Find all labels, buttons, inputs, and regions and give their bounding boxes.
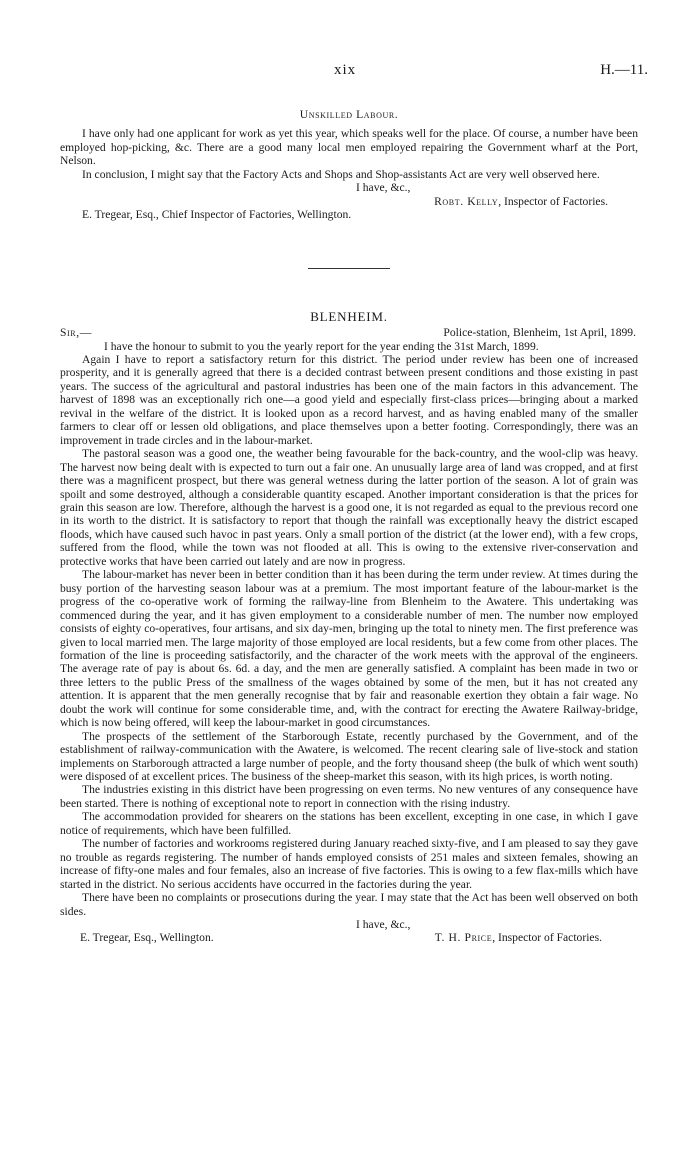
page-body [60,62,638,945]
nelson-closing: I have, &c., [356,181,411,195]
blenheim-paragraph-2: The pastoral season was a good one, the weather being favourable for the back-country, and the wool-clip was heavy. The harvest now being dealt with is expected to turn out a fair one. An unusually large area of land was cropped, and at first there was a magnificent prospect, but there was general wetness during the latter portion of the season. A lot of grain was spoilt and some destroyed, although a considerable quantity escaped. Another important consideration is that the prices for grain this season are low. Therefore, although the harvest is a good one, it is not regarded as equal to the previous record one in its worth to the district. It is satisfactory to report that though the rainfall was exceptionally heavy the district escaped floods, which have caused such havoc in past years. Only a small portion of the district (at the lower end), with a few crops, suffered from the flood, while the town was not flooded at all. This is owing to the extensive river-conservation and protective works that have been carried out lately and are now in progress. [60,447,638,568]
blenheim-paragraph-4: The prospects of the settlement of the Starborough Estate, recently purchased by the Government, and of the establishment of railway-communication with the Awatere, is welcomed. The recent clearing sale of live-stock and station implements on Starborough attracted a large number of people, and the forty thousand sheep (the bulk of which went south) were disposed of at excellent prices. The business of the sheep-market this season, with its high prices, is worth noting. [60,729,638,784]
nelson-paragraph-2: In conclusion, I might say that the Factory Acts and Shops and Shop-assistants Act are very well observed here. [82,167,600,181]
blenheim-closing-row [60,918,638,931]
nelson-closing-row [60,181,638,194]
blenheim-paragraph-7: The number of factories and workrooms registered during January reached sixty-five, and I am pleased to say they gave no trouble as regards registering. The number of hands employed consists of 251 males and sixteen females, showing an increase of fifty-one males and four females, also an increase of five factories. This is owing to a few flax-mills which have started in the district. No serious accidents have occurred in the factories during the year. [60,837,638,891]
blenheim-paragraph-6: The accommodation provided for shearers on the stations has been excellent, excepting in one case, in which I gave notice of requirements, which have been fulfilled. [60,810,638,837]
blenheim-paragraph-5: The industries existing in this district have been progressing on even terms. No new ventures of any consequence have been started. There is nothing of exceptional note to report in connection with the rising industry. [60,783,638,810]
blenheim-paragraph-8: There have been no complaints or prosecutions during the year. I may state that the Act has been well observed on both sides. [60,891,638,918]
section-divider [308,268,390,269]
blenheim-title: BLENHEIM. [310,308,388,324]
blenheim-intro: I have the honour to submit to you the yearly report for the year ending the 31st March, 1899. [104,339,539,353]
nelson-paragraph-1: I have only had one applicant for work as yet this year, which speaks well for the place. Of course, a number have been employed hop-picking, &c. There are a good many local men employed repairing the Government wharf at the Port, Nelson. [60,127,638,168]
blenheim-signature-title: , Inspector of Factories. [492,931,602,945]
blenheim-signature-row [60,931,638,944]
salutation: Sir,— [60,326,92,340]
dateline: Police-station, Blenheim, 1st April, 1899. [443,326,636,340]
blenheim-addressee: E. Tregear, Esq., Wellington. [80,931,214,945]
nelson-signature-name: Robt. Kelly [434,194,499,208]
page-number: xix [334,62,357,78]
blenheim-paragraph-1: Again I have to report a satisfactory return for this district. The period under review has been one of increased prosperity, and it is generally agreed that there is a decided contrast between present conditions and those existing in past years. The success of the agricultural and pastoral industries has been one of the main factors in this advancement. The harvest of 1898 was an exceptionally rich one—a good yield and especially first-class prices—bringing about a marked revival in the welfare of the district. It is looked upon as a record harvest, and as having enabled many of the smaller farmers to clear off or lessen old obligations, and place themselves upon a better footing. Correspondingly, there was an improvement in trade circles and in the labour-market. [60,352,638,447]
nelson-signature [60,195,638,208]
blenheim-signature [435,931,602,944]
blenheim-paragraph-3: The labour-market has never been in better condition than it has been during the term under review. At times during the busy portion of the harvesting season labour was at a premium. The most important feature of the labour-market is the progress of the co-operative work of forming the railway-line from Blenheim to the Awatere. This undertaking was commenced during the year, and it has given employment to a considerable number of men. The number now employed consists of eighty co-operatives, four artisans, and six day-men, bringing up the total to ninety men. The first preference was given to local married men. The large majority of those employed are local residents, but a few come from other places. The formation of the line is proceeding satisfactorily, and the character of the work meets with the approval of the engineers. The average rate of pay is about 6s. 6d. a day, and the men are generally satisfied. A complaint has been made in two or three letters to the public Press of the smallness of the wages obtained by some of the men, but it has not created any attention. It is apparent that the men generally recognise that by fair and reasonable exertion they obtain a fair wage. No doubt the work will continue for some considerable time, and, with the contract for erecting the Awatere Railway-bridge, which is now being offered, will keep the labour-market in good circumstances. [60,568,638,730]
section-heading-unskilled-labour: Unskilled Labour. [299,108,399,121]
blenheim-signature-name: T. H. Price [434,931,493,945]
blenheim-closing: I have, &c., [356,918,411,932]
document-reference: H.—11. [600,62,648,78]
salutation-row [60,326,638,339]
nelson-addressee: E. Tregear, Esq., Chief Inspector of Factories, Wellington. [82,208,352,222]
nelson-signature-title: , Inspector of Factories. [498,194,608,208]
